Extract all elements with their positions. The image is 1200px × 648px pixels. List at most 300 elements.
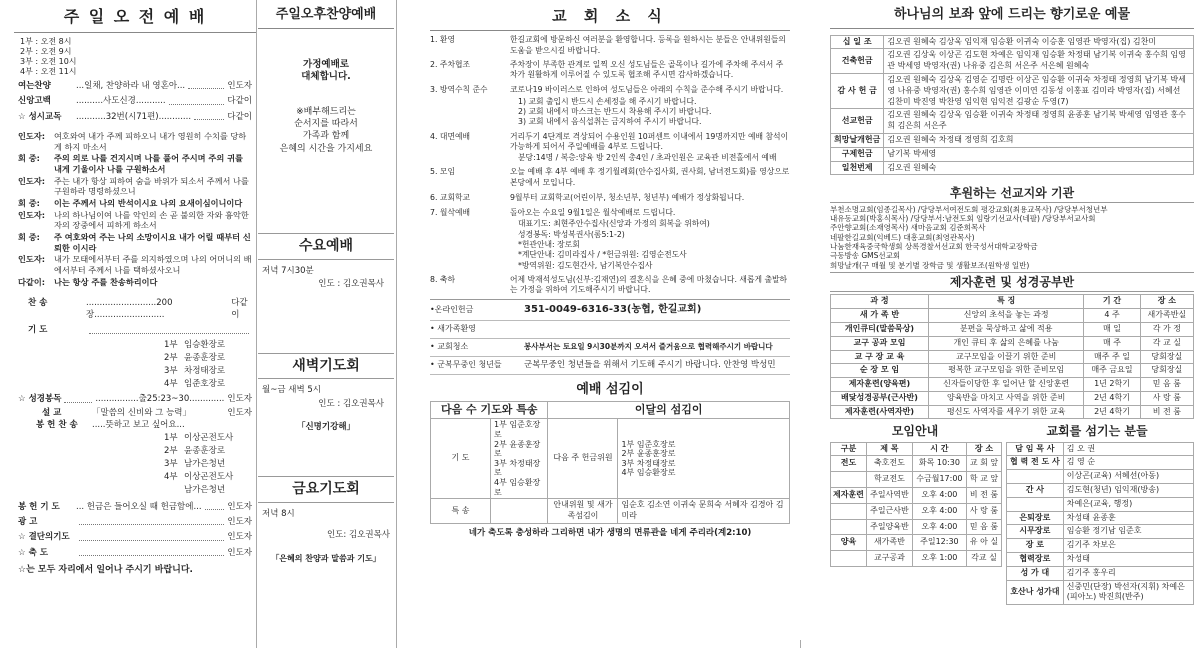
- part-row: [164, 352, 252, 365]
- meeting-table: [830, 442, 1002, 567]
- news-text: *헌관안내: 장로회: [518, 240, 580, 250]
- news-item: [430, 117, 790, 127]
- meeting-cell: 비 전 룸: [966, 488, 1001, 504]
- part-name: 차정태장로: [184, 365, 226, 376]
- training-cell: 개인 큐티 후 삶의 은혜를 나눔: [928, 336, 1083, 350]
- service-time: 2부 : 오전 9시: [20, 46, 72, 56]
- meeting-cell: 주일양육반: [866, 519, 912, 535]
- mission-item: 희망날개(구 매월 및 분기별 장학금 및 생활보조(원학생 일반): [830, 260, 1030, 270]
- training-cell: 2년 4학기: [1084, 391, 1140, 405]
- order-row: [18, 110, 252, 125]
- order-content: ..........................200장..........................: [86, 298, 173, 320]
- news-label: [430, 153, 510, 163]
- offering-row: [831, 147, 1194, 161]
- offering-row: [831, 35, 1194, 49]
- server-names: 김 오 권: [1063, 442, 1193, 456]
- mission-item: 부천소명교회(임종길목사) /당당부서여전도회 평강교회(최용교목사) /당당부서청년부: [830, 204, 1108, 214]
- serve-title: 예배 섬김이: [576, 382, 644, 397]
- server-row: [1007, 525, 1194, 539]
- training-row: [831, 350, 1194, 364]
- part-name: 윤종훈장로: [184, 352, 226, 363]
- dawn-note: 「신명기강해」: [296, 422, 356, 433]
- part-name: 남가은청년: [184, 485, 226, 496]
- order-dots: [194, 112, 224, 120]
- order-dots: [169, 96, 225, 104]
- meeting-row: [831, 551, 1002, 567]
- training-head-cell: 과 정: [831, 295, 929, 309]
- reading-speaker: 인도자:: [18, 175, 46, 186]
- reading-speaker: 회 중:: [18, 153, 40, 164]
- offering-label: 십 일 조: [831, 35, 884, 49]
- choir-row: [14, 419, 256, 431]
- panel-3-divider: [800, 640, 801, 648]
- meeting-cell: 전도: [831, 456, 867, 472]
- offering-names: 김오권 원혜숙 김상욱 임승환 이귀숙 차정태 정영희 윤종훈 남기복 박세영 임영관 홍수희 김은희 서은주: [884, 109, 1194, 134]
- meeting-cell: 교 회 앞: [966, 456, 1001, 472]
- server-role: 호산나 성가대: [1007, 580, 1064, 605]
- server-role: 협 력 전 도 사: [1007, 456, 1064, 470]
- sunday-pm-text-1: 가정예배로: [303, 58, 349, 70]
- order-label: 봉 헌 기 도: [18, 501, 60, 512]
- meeting-row: [831, 519, 1002, 535]
- part-row: [164, 432, 252, 445]
- server-row: [1007, 497, 1194, 511]
- military-row: [430, 357, 790, 375]
- server-names: 임승환 정기남 임준호: [1063, 525, 1193, 539]
- training-cell: 분편을 묵상하고 삶에 적용: [928, 322, 1083, 336]
- order-dots: [89, 325, 249, 333]
- meeting-cell: 수금월17:00: [912, 472, 966, 488]
- reading-speaker: 회 중:: [18, 197, 40, 208]
- meeting-title: 모임안내: [891, 424, 939, 439]
- part-name: 남가은청년: [184, 459, 226, 470]
- part-number: 2부: [164, 352, 178, 363]
- server-names: 신중민(단장) 박선자(지휘) 차예은(피아노) 박진희(반주): [1063, 580, 1193, 605]
- reading-text: 여호와여 내가 주께 피하오니 내가 영원히 수치를 당하게 하지 마소서: [54, 131, 247, 152]
- order-row: [18, 94, 252, 109]
- news-text: 돌아오는 수요일 9월1일은 월삭예배로 드립니다.: [510, 208, 676, 218]
- training-cell: 교구 공과 모임: [831, 336, 929, 350]
- friday-time: 저녁 8시: [262, 508, 295, 519]
- server-row: [1007, 539, 1194, 553]
- meeting-head-cell: 제 목: [866, 442, 912, 456]
- server-names: 이상곤(교육) 서혜선(아동): [1063, 470, 1193, 484]
- news-label: 8. 축하: [430, 274, 455, 284]
- news-item: [430, 128, 790, 153]
- news-item: [430, 163, 790, 188]
- sermon-content: 「말씀의 신비와 그 능력」: [92, 407, 192, 418]
- meeting-cell: 주일근사반: [866, 503, 912, 519]
- wednesday-title: 수요예배: [258, 234, 394, 260]
- reading-text: 주 여호와여 주는 나의 소망이시요 내가 어릴 때부터 신뢰한 이시라: [54, 231, 251, 253]
- reading-speaker: 인도자:: [18, 209, 46, 220]
- friday-note: 「은혜의 찬양과 말씀과 기도」: [271, 553, 381, 563]
- reading-row: [18, 153, 252, 174]
- sunday-pm-title: 주일오후찬양예배: [258, 0, 394, 29]
- meeting-cell: [831, 519, 867, 535]
- offering-title: 하나님의 보좌 앞에 드리는 향기로운 예물: [830, 0, 1194, 29]
- bible-content: ................출25:23~30.............: [95, 394, 225, 405]
- server-row: [1007, 566, 1194, 580]
- mission-item: 극동방송 GMS선교회: [830, 251, 901, 261]
- meeting-cell: 축호전도: [866, 456, 912, 472]
- serve-month-row: 1부 임준호장로: [621, 439, 676, 449]
- order-row: [18, 515, 252, 530]
- order-dots: [205, 502, 225, 510]
- serve-special-label: 특 송: [431, 499, 491, 524]
- order-role: 인도자: [227, 532, 252, 543]
- server-role: 협력장로: [1007, 553, 1064, 567]
- training-row: [831, 336, 1194, 350]
- training-head-cell: 장 소: [1140, 295, 1193, 309]
- training-cell: 각 교 실: [1140, 336, 1193, 350]
- servers-table: [1006, 442, 1194, 606]
- offering-row: [831, 49, 1194, 74]
- offering-label: 감 사 헌 금: [831, 73, 884, 108]
- order-row: [18, 79, 252, 94]
- news-text: 2) 교회 내에서 마스크는 반드시 착용해 주시기 바랍니다.: [518, 106, 712, 116]
- part-number: 3부: [164, 365, 178, 376]
- reading-row: [18, 176, 252, 197]
- meeting-cell: 새가족반: [866, 535, 912, 551]
- sunday-pm-note-1: ※배부해드리는: [296, 107, 356, 118]
- order-row: [28, 296, 252, 323]
- news-item: [430, 204, 790, 218]
- panel-church-news: [430, 0, 790, 648]
- order-dots: [79, 517, 224, 525]
- reading-text: 이는 주께서 나의 반석이시요 나의 요새이심이니이다: [54, 197, 243, 208]
- mission-item: 나눔한재육중국학생회 상록경찰서선교회 한국성서대학교장학금: [830, 242, 1038, 251]
- meeting-row: [831, 488, 1002, 504]
- news-label: 1. 환영: [430, 35, 455, 45]
- offering-label: 선교헌금: [831, 109, 884, 134]
- panel-sunday-morning: [14, 0, 256, 648]
- serve-prayer-row: 4부 임승환장로: [494, 477, 541, 497]
- training-head-cell: 특 징: [928, 295, 1083, 309]
- part-row: [164, 378, 252, 391]
- part-row: [164, 484, 252, 497]
- part-row: [164, 458, 252, 471]
- news-text: 분당:14명 / 복층:양육 방 2인씩 총4인 / 초과인원은 교육관 비전홀에서 예배: [518, 153, 777, 163]
- news-label: [430, 250, 510, 260]
- sunday-pm-note-4: 은혜의 시간을 가지세요: [279, 143, 373, 154]
- training-cell: 매주 주 일: [1084, 350, 1140, 364]
- news-item: [430, 97, 790, 107]
- offering-row: [831, 161, 1194, 175]
- order-label: 찬 송: [28, 298, 48, 309]
- meeting-cell: 오후 1:00: [912, 551, 966, 567]
- part-name: 임승환장로: [184, 339, 226, 350]
- meeting-cell: 주일12:30: [912, 535, 966, 551]
- order-row: [18, 530, 252, 545]
- server-row: [1007, 580, 1194, 605]
- offering-names: 김오권 원혜숙 차정태 정영희 김호희: [884, 133, 1194, 147]
- panel-1-divider: [256, 0, 257, 648]
- training-title: 제자훈련 및 성경공부반: [830, 272, 1194, 292]
- bible-label: ☆ 성경봉독: [18, 394, 62, 405]
- training-cell: 평복한 교구모임을 위한 준비모임: [928, 364, 1083, 378]
- serve-header-prayer: 다음 수 기도와 특송: [431, 401, 548, 419]
- meeting-cell: 학 교 앞: [966, 472, 1001, 488]
- meeting-cell: 오후 4:00: [912, 519, 966, 535]
- friday-leader: 인도: 김오권목사: [326, 530, 390, 541]
- dawn-title: 새벽기도회: [258, 354, 394, 380]
- service-times: [14, 33, 256, 79]
- servers-title: 교회를 섬기는 분들: [1046, 424, 1148, 439]
- part-row: [164, 365, 252, 378]
- order-dots: [79, 548, 224, 556]
- serve-usher-label: 안내위원 및 새가족섬김이: [548, 499, 618, 524]
- military-value: 군복무중인 청년들을 위해서 기도해 주시기 바랍니다. 안찬영 박성민: [524, 359, 776, 370]
- responsive-reading: [14, 125, 256, 292]
- training-cell: 당회장실: [1140, 350, 1193, 364]
- news-item: [430, 107, 790, 117]
- news-item: [430, 271, 790, 296]
- news-text: 오늘 예배 후 4부 예배 후 정기월례회(안수집사회, 권사회, 남녀전도회)를 영상으로 본당에서 모입니다.: [510, 167, 790, 187]
- serve-month-cell: [618, 419, 790, 499]
- meeting-cell: [831, 551, 867, 567]
- server-row: [1007, 470, 1194, 484]
- meeting-cell: 양육: [831, 535, 867, 551]
- server-role: 은퇴장로: [1007, 511, 1064, 525]
- part-row: [164, 339, 252, 352]
- sunday-pm-note-2: 순서지를 따라서: [294, 119, 358, 130]
- training-cell: 매 일: [1084, 322, 1140, 336]
- offering-names: 김오권 김상욱 이상곤 김도현 차예은 임익재 임승환 차정태 남기복 이귀숙 홍수희 임영관 박세영 박영자(권) 나유중 김은희 서은주 서은혜 원혜숙: [884, 49, 1194, 74]
- training-cell: 4 주: [1084, 309, 1140, 323]
- mission-item: 주안향교회(소재영목사) 새마음교회 김준희목사: [830, 223, 986, 233]
- cleaning-row: [430, 339, 790, 357]
- choir-label: 봉 헌 찬 송: [36, 420, 78, 431]
- reading-speaker: 다같이:: [18, 276, 46, 287]
- prayer-leaders: [14, 339, 256, 392]
- part-number: 3부: [164, 459, 178, 470]
- meeting-row: [831, 472, 1002, 488]
- serve-header-month: 이달의 섬김이: [548, 401, 790, 419]
- part-number: 1부: [164, 432, 178, 443]
- training-cell: 평신도 사역자를 세우기 위한 교육: [928, 405, 1083, 419]
- dawn-leader: 인도 : 김오권목사: [318, 398, 384, 409]
- news-item: [430, 219, 790, 229]
- serve-month-row: 2부 윤종훈장로: [621, 449, 676, 459]
- offering-names: 김오권 원혜숙: [884, 161, 1194, 175]
- service-time: 3부 : 오전 10시: [20, 56, 77, 66]
- news-label: [430, 97, 510, 107]
- order-role: 다같이: [227, 96, 252, 107]
- sermon-row: [14, 406, 256, 419]
- offering-names: 남기복 박세영: [884, 147, 1194, 161]
- training-cell: 양육반을 마치고 사역을 위한 준비: [928, 391, 1083, 405]
- serve-prayer-cell: [491, 419, 548, 499]
- military-label: • 군복무중인 청년들: [430, 359, 502, 369]
- training-cell: 교 구 장 교 육: [831, 350, 929, 364]
- choir-leaders: [14, 432, 256, 498]
- choir-content: .....뜻하고 보고 싶어요...: [92, 420, 185, 431]
- server-row: [1007, 442, 1194, 456]
- offering-row: [831, 73, 1194, 108]
- meeting-cell: 주일사역반: [866, 488, 912, 504]
- order-role: 다같이: [227, 111, 252, 122]
- meeting-head-cell: 구분: [831, 442, 867, 456]
- offering-row: [831, 109, 1194, 134]
- news-extras: [430, 299, 790, 375]
- meeting-cell: 화목 10:30: [912, 456, 966, 472]
- training-cell: 배닻성경공부(근사반): [831, 391, 929, 405]
- news-item: [430, 81, 790, 95]
- reading-text: 내가 모태에서부터 주를 의지하였으며 나의 어머니의 배에서부터 주께서 나를 택하셨사오니: [54, 254, 252, 275]
- news-item: [430, 240, 790, 250]
- news-text: *방역위원: 김도현간사, 남기복안수집사: [518, 260, 653, 270]
- order-content: ..........사도신경...........: [76, 96, 166, 107]
- training-row: [831, 322, 1194, 336]
- server-role: [1007, 470, 1064, 484]
- server-names: 차성태 윤종훈: [1063, 511, 1193, 525]
- sermon-role: 인도자: [227, 407, 252, 418]
- order-label: ☆ 결단의기도: [18, 532, 70, 543]
- mission-item: 내유동교회(박홍식목사) /당당부서:남전도회 임랑기선교사(네팔) /당당부서교사회: [830, 213, 1096, 223]
- order-label: 기 도: [28, 325, 48, 336]
- meeting-cell: 믿 음 룸: [966, 519, 1001, 535]
- reading-speaker: 회 중:: [18, 231, 40, 242]
- news-label: [430, 261, 510, 271]
- order-role: 인도자: [227, 547, 252, 558]
- training-cell: 교구모임을 이끌기 위한 준비: [928, 350, 1083, 364]
- training-cell: 새 가 족 반: [831, 309, 929, 323]
- news-text: 코로나19 바이러스로 인하여 성도님들은 아래의 수칙을 준수해 주시기 바랍니다.: [510, 85, 784, 95]
- reading-text: 나는 항상 주를 찬송하리이다: [54, 276, 158, 287]
- order-label: ☆ 성시교독: [18, 111, 62, 122]
- newcomer-label: • 새가족환영: [430, 323, 476, 333]
- order-role: 인도자: [227, 501, 252, 512]
- wednesday-leader: 인도 : 김오권목사: [318, 279, 384, 290]
- sunday-pm-note-3: 가족과 함께: [302, 131, 350, 142]
- part-name: 임준호장로: [184, 379, 226, 390]
- news-item: [430, 230, 790, 240]
- training-cell: 당회장실: [1140, 364, 1193, 378]
- news-label: [430, 117, 510, 127]
- news-label: 4. 대면예배: [430, 131, 471, 141]
- serve-prayer-row: 2부 윤종훈장로: [494, 439, 541, 459]
- part-number: 4부: [164, 379, 178, 390]
- order-label: 광 고: [18, 517, 38, 528]
- news-item: [430, 56, 790, 81]
- serve-prayer-label: 기 도: [431, 419, 491, 499]
- training-row: [831, 391, 1194, 405]
- worship-order-2: [14, 292, 256, 338]
- part-name: 이상곤전도사: [184, 472, 234, 483]
- wednesday-time: 저녁 7시30분: [262, 265, 314, 276]
- training-row: [831, 309, 1194, 323]
- meeting-cell: 오후 4:00: [912, 503, 966, 519]
- order-role: 다같이: [231, 298, 248, 320]
- order-dots: [188, 81, 224, 89]
- worship-order-3: [14, 498, 256, 562]
- news-text: *계단안내: 김미라집사 / *헌금위원: 김영순전도사: [518, 250, 687, 260]
- bible-reading-row: [14, 391, 256, 405]
- training-cell: 각 가 정: [1140, 322, 1193, 336]
- order-row: [28, 323, 252, 338]
- news-label: [430, 230, 510, 240]
- training-row: [831, 364, 1194, 378]
- news-item: [430, 250, 790, 260]
- news-text: 주차장이 부족한 관계로 일찍 오신 성도님들은 골목이나 길가에 주차해 주셔서 주차가 원활하게 이루어질 수 있도록 협조해 주시면 감사하겠습니다.: [510, 59, 784, 80]
- newcomer-row: [430, 321, 790, 339]
- serve-prayer-row: 1부 임준호장로: [494, 420, 541, 439]
- serve-prayer-row: 3부 차정태장로: [494, 458, 541, 478]
- news-label: 2. 주차협조: [430, 59, 471, 69]
- bottom-titles: [830, 423, 1194, 439]
- reading-text: 주는 내가 항상 피하여 숨을 바위가 되소서 주께서 나를 구원하라 명령하셨으니: [54, 175, 249, 197]
- meeting-row: [831, 535, 1002, 551]
- training-cell: 1년 2학기: [1084, 378, 1140, 392]
- offering-names: 김오권 원혜숙 김상욱 임익재 임승환 이귀숙 이승훈 임영관 박영자(집) 김찬미: [884, 35, 1194, 49]
- part-name: 이상곤전도사: [184, 432, 234, 443]
- server-role: 간 사: [1007, 484, 1064, 498]
- training-cell: 신앙의 초석을 놓는 과정: [928, 309, 1083, 323]
- mission-item: 네팔한길교회(익베드) 대흥교회(최영관목사): [830, 232, 975, 242]
- order-role: 인도자: [227, 517, 252, 528]
- mission-title: 후원하는 선교지와 기관: [830, 185, 1194, 202]
- server-names: 차성태: [1063, 553, 1193, 567]
- reading-text: 나의 하나님이여 나를 악인의 손 곧 불의한 자와 흉악한 자의 장중에서 피하게 하소서: [54, 209, 249, 231]
- standing-note: ☆는 모두 자리에서 일어나 주시기 바랍니다.: [18, 565, 193, 576]
- news-text: 3) 교회 내에서 음식섭취는 금지하여 주시기 바랍니다.: [518, 117, 702, 127]
- server-role: 담 임 목 사: [1007, 442, 1064, 456]
- news-label: 3. 방역수칙 준수: [430, 85, 488, 95]
- meeting-header: [831, 442, 1002, 456]
- bible-verse: 네가 축도록 충성하라 그리하면 내가 생명의 면류관을 네게 주리라(계2:10): [468, 527, 752, 538]
- news-label: 5. 모임: [430, 167, 455, 177]
- training-cell: 제자훈련(사역자반): [831, 405, 929, 419]
- server-row: [1007, 511, 1194, 525]
- training-cell: 매주 금요일: [1084, 364, 1140, 378]
- meeting-cell: 사 랑 룸: [966, 503, 1001, 519]
- sunday-morning-title: 주 일 오 전 예 배: [14, 0, 256, 33]
- serve-usher-names: 임순호 김소연 이귀숙 문희숙 서혜자 김경아 김미라: [618, 499, 790, 524]
- server-names: 김 영 순: [1063, 456, 1193, 470]
- offering-row: [831, 133, 1194, 147]
- mission-list: [830, 203, 1194, 273]
- server-role: [1007, 497, 1064, 511]
- part-name: 윤종훈장로: [184, 445, 226, 456]
- service-time: 1부 : 오전 8시: [20, 36, 72, 46]
- serve-special-cell: [491, 499, 548, 524]
- meeting-row: [831, 456, 1002, 472]
- news-item: [430, 189, 790, 203]
- training-cell: 새가족반실: [1140, 309, 1193, 323]
- reading-row: [18, 232, 252, 253]
- news-item: [430, 35, 790, 56]
- news-label: 6. 교회학교: [430, 192, 471, 202]
- training-row: [831, 405, 1194, 419]
- cleaning-value: 봉사부서는 토요일 9시30분까지 오셔서 즐거움으로 협력해주시기 바랍니다: [524, 342, 773, 352]
- bottom-tables: [830, 442, 1194, 606]
- server-row: [1007, 456, 1194, 470]
- worship-order-1: [14, 79, 256, 125]
- bible-role: 인도자: [227, 394, 252, 405]
- serve-month-row: 3부 차정태장로: [621, 458, 676, 468]
- server-names: 김도현(청년) 임익재(방송): [1063, 484, 1193, 498]
- training-cell: 제자훈련(양육편): [831, 378, 929, 392]
- order-label: 여는찬양: [18, 80, 51, 91]
- news-text: 1) 교회 출입시 반드시 손세정을 해 주시기 바랍니다.: [518, 96, 697, 106]
- training-cell: 사 랑 룸: [1140, 391, 1193, 405]
- sunday-pm-text-2: 대체합니다.: [301, 71, 351, 83]
- meeting-row: [831, 503, 1002, 519]
- panel-offerings: [830, 0, 1194, 648]
- server-names: 김기주 차보은: [1063, 539, 1193, 553]
- meeting-cell: 제자훈련: [831, 488, 867, 504]
